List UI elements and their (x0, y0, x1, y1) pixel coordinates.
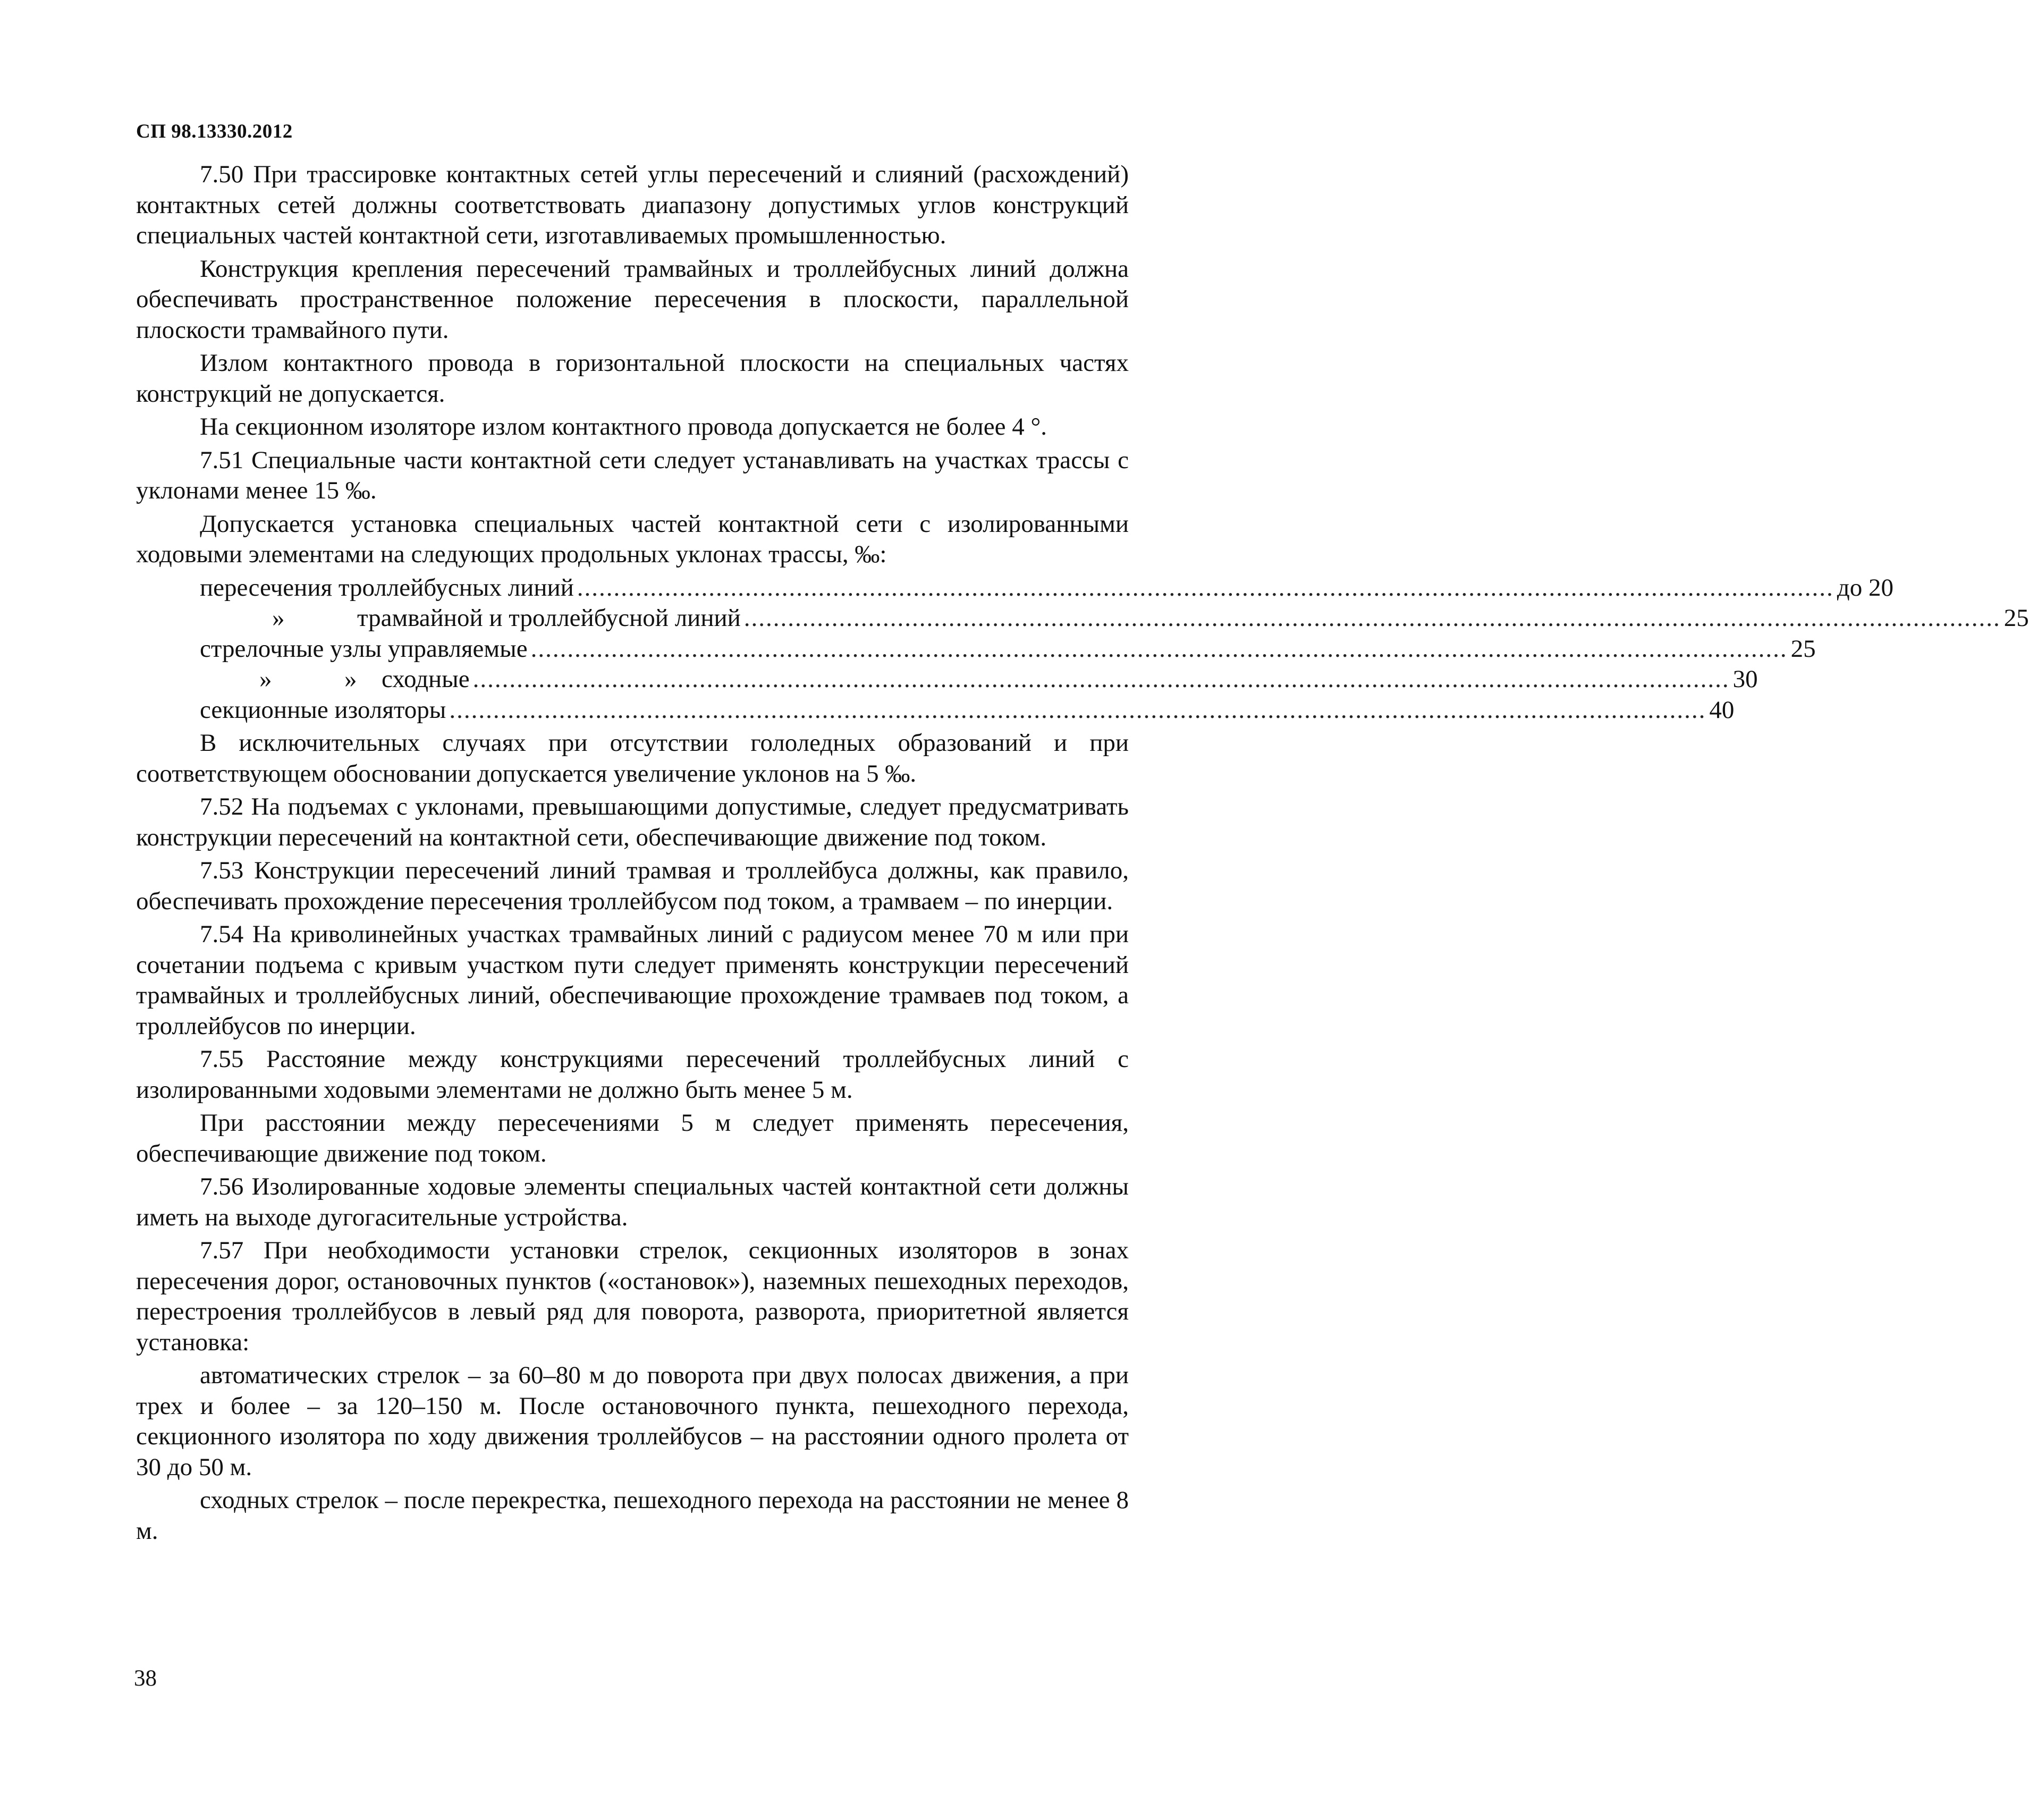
document-body (136, 159, 2029, 1549)
paragraph-7-57: 7.57 При необходимости установки стрелок, секционных изоляторов в зонах пересечения дорог, остановочных пунктов («остановок»), наземных пешеходных переходов, перестроения троллейбусов в левый ряд для поворота, разворота, приоритетной является установка: (136, 1237, 1129, 1356)
paragraph-exceptional-cases: В исключительных случаях при отсутствии гололедных образований и при соответствующем обосновании допускается увеличение уклонов на 5 ‰. (136, 729, 1129, 788)
slope-value: 25 (2003, 604, 2029, 632)
paragraph-wire-bend: Излом контактного провода в горизонтальной плоскости на специальных частях конструкций не допускается. (136, 349, 1129, 408)
slope-value: 25 (1790, 634, 1816, 663)
paragraph-7-52: 7.52 На подъемах с уклонами, превышающими допустимые, следует предусматривать конструкции пересечений на контактной сети, обеспечивающие движение под током. (136, 793, 1129, 851)
paragraph-7-50: 7.50 При трассировке контактных сетей углы пересечений и слияний (расхождений) контактных сетей должны соответствовать диапазону допустимых углов конструкций специальных частей контактной сети, изготавливаемых промышленностью. (136, 160, 1129, 249)
leader-dots: ............................................................................................................................................................................ (743, 604, 2001, 632)
slope-row (136, 664, 1758, 695)
paragraph-7-55: 7.55 Расстояние между конструкциями пересечений троллейбусных линий с изолированными ходовыми элементами не должно быть менее 5 м. (136, 1045, 1129, 1104)
slope-row (136, 603, 2029, 634)
paragraph-allowed-slopes: Допускается установка специальных частей контактной сети с изолированными ходовыми элементами на следующих продольных уклонах трассы, ‰: (136, 510, 1129, 568)
paragraph-crossing-mount: Конструкция крепления пересечений трамвайных и троллейбусных линий должна обеспечивать пространственное положение пересечения в плоскости, параллельной плоскости трамвайного пути. (136, 255, 1129, 344)
leader-dots: ............................................................................................................................................................................ (577, 573, 1834, 602)
ditto-mark: » (272, 604, 285, 632)
slope-value: до 20 (1837, 573, 1893, 602)
slope-row (136, 634, 1816, 665)
paragraph-automatic-switches: автоматических стрелок – за 60–80 м до поворота при двух полосах движения, а при трех и более – за 120–150 м. После остановочного пункта, пешеходного перехода, секционного изолятора по ходу движения троллейбусов – на расстоянии одного пролета от 30 до 50 м. (136, 1361, 1129, 1481)
ditto-mark: » (344, 665, 357, 693)
leader-dots: ............................................................................................................................................................................ (449, 696, 1706, 724)
ditto-mark: » (259, 665, 272, 693)
slope-label: секционные изоляторы (200, 696, 446, 724)
paragraph-section-insulator: На секционном изоляторе излом контактного провода допускается не более 4 °. (200, 413, 1047, 441)
slope-label: стрелочные узлы управляемые (200, 634, 528, 663)
slope-label: пересечения троллейбусных линий (200, 573, 574, 602)
document-header: СП 98.13330.2012 (136, 121, 293, 142)
paragraph-7-54: 7.54 На криволинейных участках трамвайных линий с радиусом менее 70 м или при сочетании подъема с кривым участком пути следует применять конструкции пересечений трамвайных и троллейбусных линий, обеспечивающие прохождение трамваев под током, а троллейбусов по инерции. (136, 920, 1129, 1040)
slope-label: трамвайной и троллейбусной линий (357, 604, 741, 632)
slope-label-group (200, 664, 470, 695)
leader-dots: ............................................................................................................................................................................ (530, 634, 1788, 663)
slope-label-group (200, 603, 741, 634)
paragraph-7-53: 7.53 Конструкции пересечений линий трамвая и троллейбуса должны, как правило, обеспечивать прохождение пересечения троллейбусом под током, а трамваем – по инерции. (136, 857, 1129, 915)
slope-label: сходные (382, 665, 470, 693)
page-number: 38 (134, 1666, 157, 1691)
slope-value: 40 (1709, 696, 1735, 724)
paragraph-crossing-distance: При расстоянии между пересечениями 5 м следует применять пересечения, обеспечивающие движение под током. (136, 1109, 1129, 1167)
slope-value: 30 (1732, 665, 1758, 693)
paragraph-merge-switches: сходных стрелок – после перекрестка, пешеходного перехода на расстоянии не менее 8 м. (136, 1486, 1129, 1545)
leader-dots: ............................................................................................................................................................................ (472, 665, 1730, 693)
slope-row (136, 573, 1893, 604)
paragraph-7-56: 7.56 Изолированные ходовые элементы специальных частей контактной сети должны иметь на выходе дугогасительные устройства. (136, 1173, 1129, 1231)
slope-row (136, 695, 1735, 726)
paragraph-7-51: 7.51 Специальные части контактной сети следует устанавливать на участках трассы с уклонами менее 15 ‰. (136, 446, 1129, 504)
